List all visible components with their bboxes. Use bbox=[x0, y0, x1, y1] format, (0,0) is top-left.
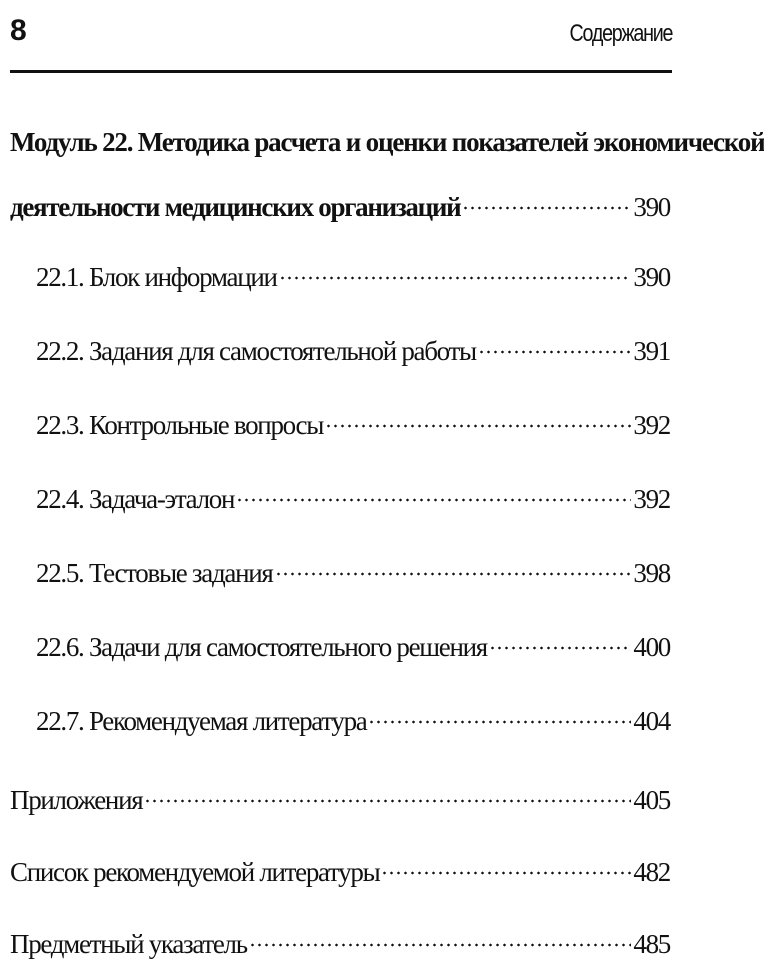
toc-entry-label: 22.5. Тестовые задания bbox=[36, 558, 273, 588]
toc-entry-page: 392 bbox=[633, 484, 670, 514]
toc-entry-label: 22.3. Контрольные вопросы bbox=[36, 410, 324, 440]
toc-entry-label: 22.1. Блок информации bbox=[36, 262, 277, 292]
toc-entry-subject-index[interactable] bbox=[10, 908, 670, 980]
page-header bbox=[10, 10, 672, 54]
toc-entry-recommended-literature[interactable] bbox=[10, 836, 670, 908]
toc-entry-label: деятельности медицинских организаций bbox=[10, 192, 461, 222]
toc-entry-22-4[interactable] bbox=[10, 462, 670, 536]
toc-entry-22-2[interactable] bbox=[10, 314, 670, 388]
toc-entry-label: 22.7. Рекомендуемая литература bbox=[36, 706, 367, 736]
dot-leader bbox=[462, 206, 631, 210]
page-number: 8 bbox=[10, 14, 26, 47]
toc-entry-label: Приложения bbox=[10, 785, 143, 815]
dot-leader bbox=[368, 720, 631, 724]
dot-leader bbox=[381, 871, 631, 875]
toc-entry-label: 22.6. Задачи для самостоятельного решения bbox=[36, 632, 487, 662]
toc-entry-22-5[interactable] bbox=[10, 536, 670, 610]
dot-leader bbox=[478, 350, 632, 354]
toc-entry-label: Список рекомендуемой литературы bbox=[10, 857, 380, 887]
module-title-line-1: Модуль 22. Методика расчета и оценки показателей экономической bbox=[10, 127, 764, 157]
toc-entry-page: 390 bbox=[633, 262, 670, 292]
dot-leader bbox=[236, 498, 631, 502]
toc-entry-page: 398 bbox=[633, 558, 670, 588]
dot-leader bbox=[144, 799, 631, 803]
dot-leader bbox=[279, 276, 632, 280]
toc-entry-page: 482 bbox=[633, 857, 670, 887]
toc-entry-page: 392 bbox=[633, 410, 670, 440]
header-rule bbox=[10, 70, 672, 73]
toc-entry-page: 485 bbox=[633, 929, 670, 959]
toc-entry-label: 22.2. Задания для самостоятельной работы bbox=[36, 336, 476, 366]
toc-entry-page: 390 bbox=[633, 192, 670, 222]
toc-entry-label: Предметный указатель bbox=[10, 929, 247, 959]
toc-entry-22-6[interactable] bbox=[10, 610, 670, 684]
dot-leader bbox=[325, 424, 631, 428]
toc-entry-page: 400 bbox=[633, 632, 670, 662]
toc-entry-page: 404 bbox=[633, 706, 670, 736]
dot-leader bbox=[249, 943, 632, 947]
toc-entry-22-3[interactable] bbox=[10, 388, 670, 462]
toc-entry-page: 405 bbox=[633, 785, 670, 815]
dot-leader bbox=[489, 646, 631, 650]
toc-entry-page: 391 bbox=[633, 336, 670, 366]
toc-entry-label: 22.4. Задача-эталон bbox=[36, 484, 235, 514]
toc-entry-module-22[interactable] bbox=[10, 174, 670, 240]
dot-leader bbox=[275, 572, 632, 576]
toc-entry-22-1[interactable] bbox=[10, 240, 670, 314]
running-head: Содержание bbox=[569, 20, 672, 47]
toc-entry-22-7[interactable] bbox=[10, 684, 670, 758]
toc-entry-appendices[interactable] bbox=[10, 764, 670, 836]
table-of-contents bbox=[10, 110, 764, 980]
